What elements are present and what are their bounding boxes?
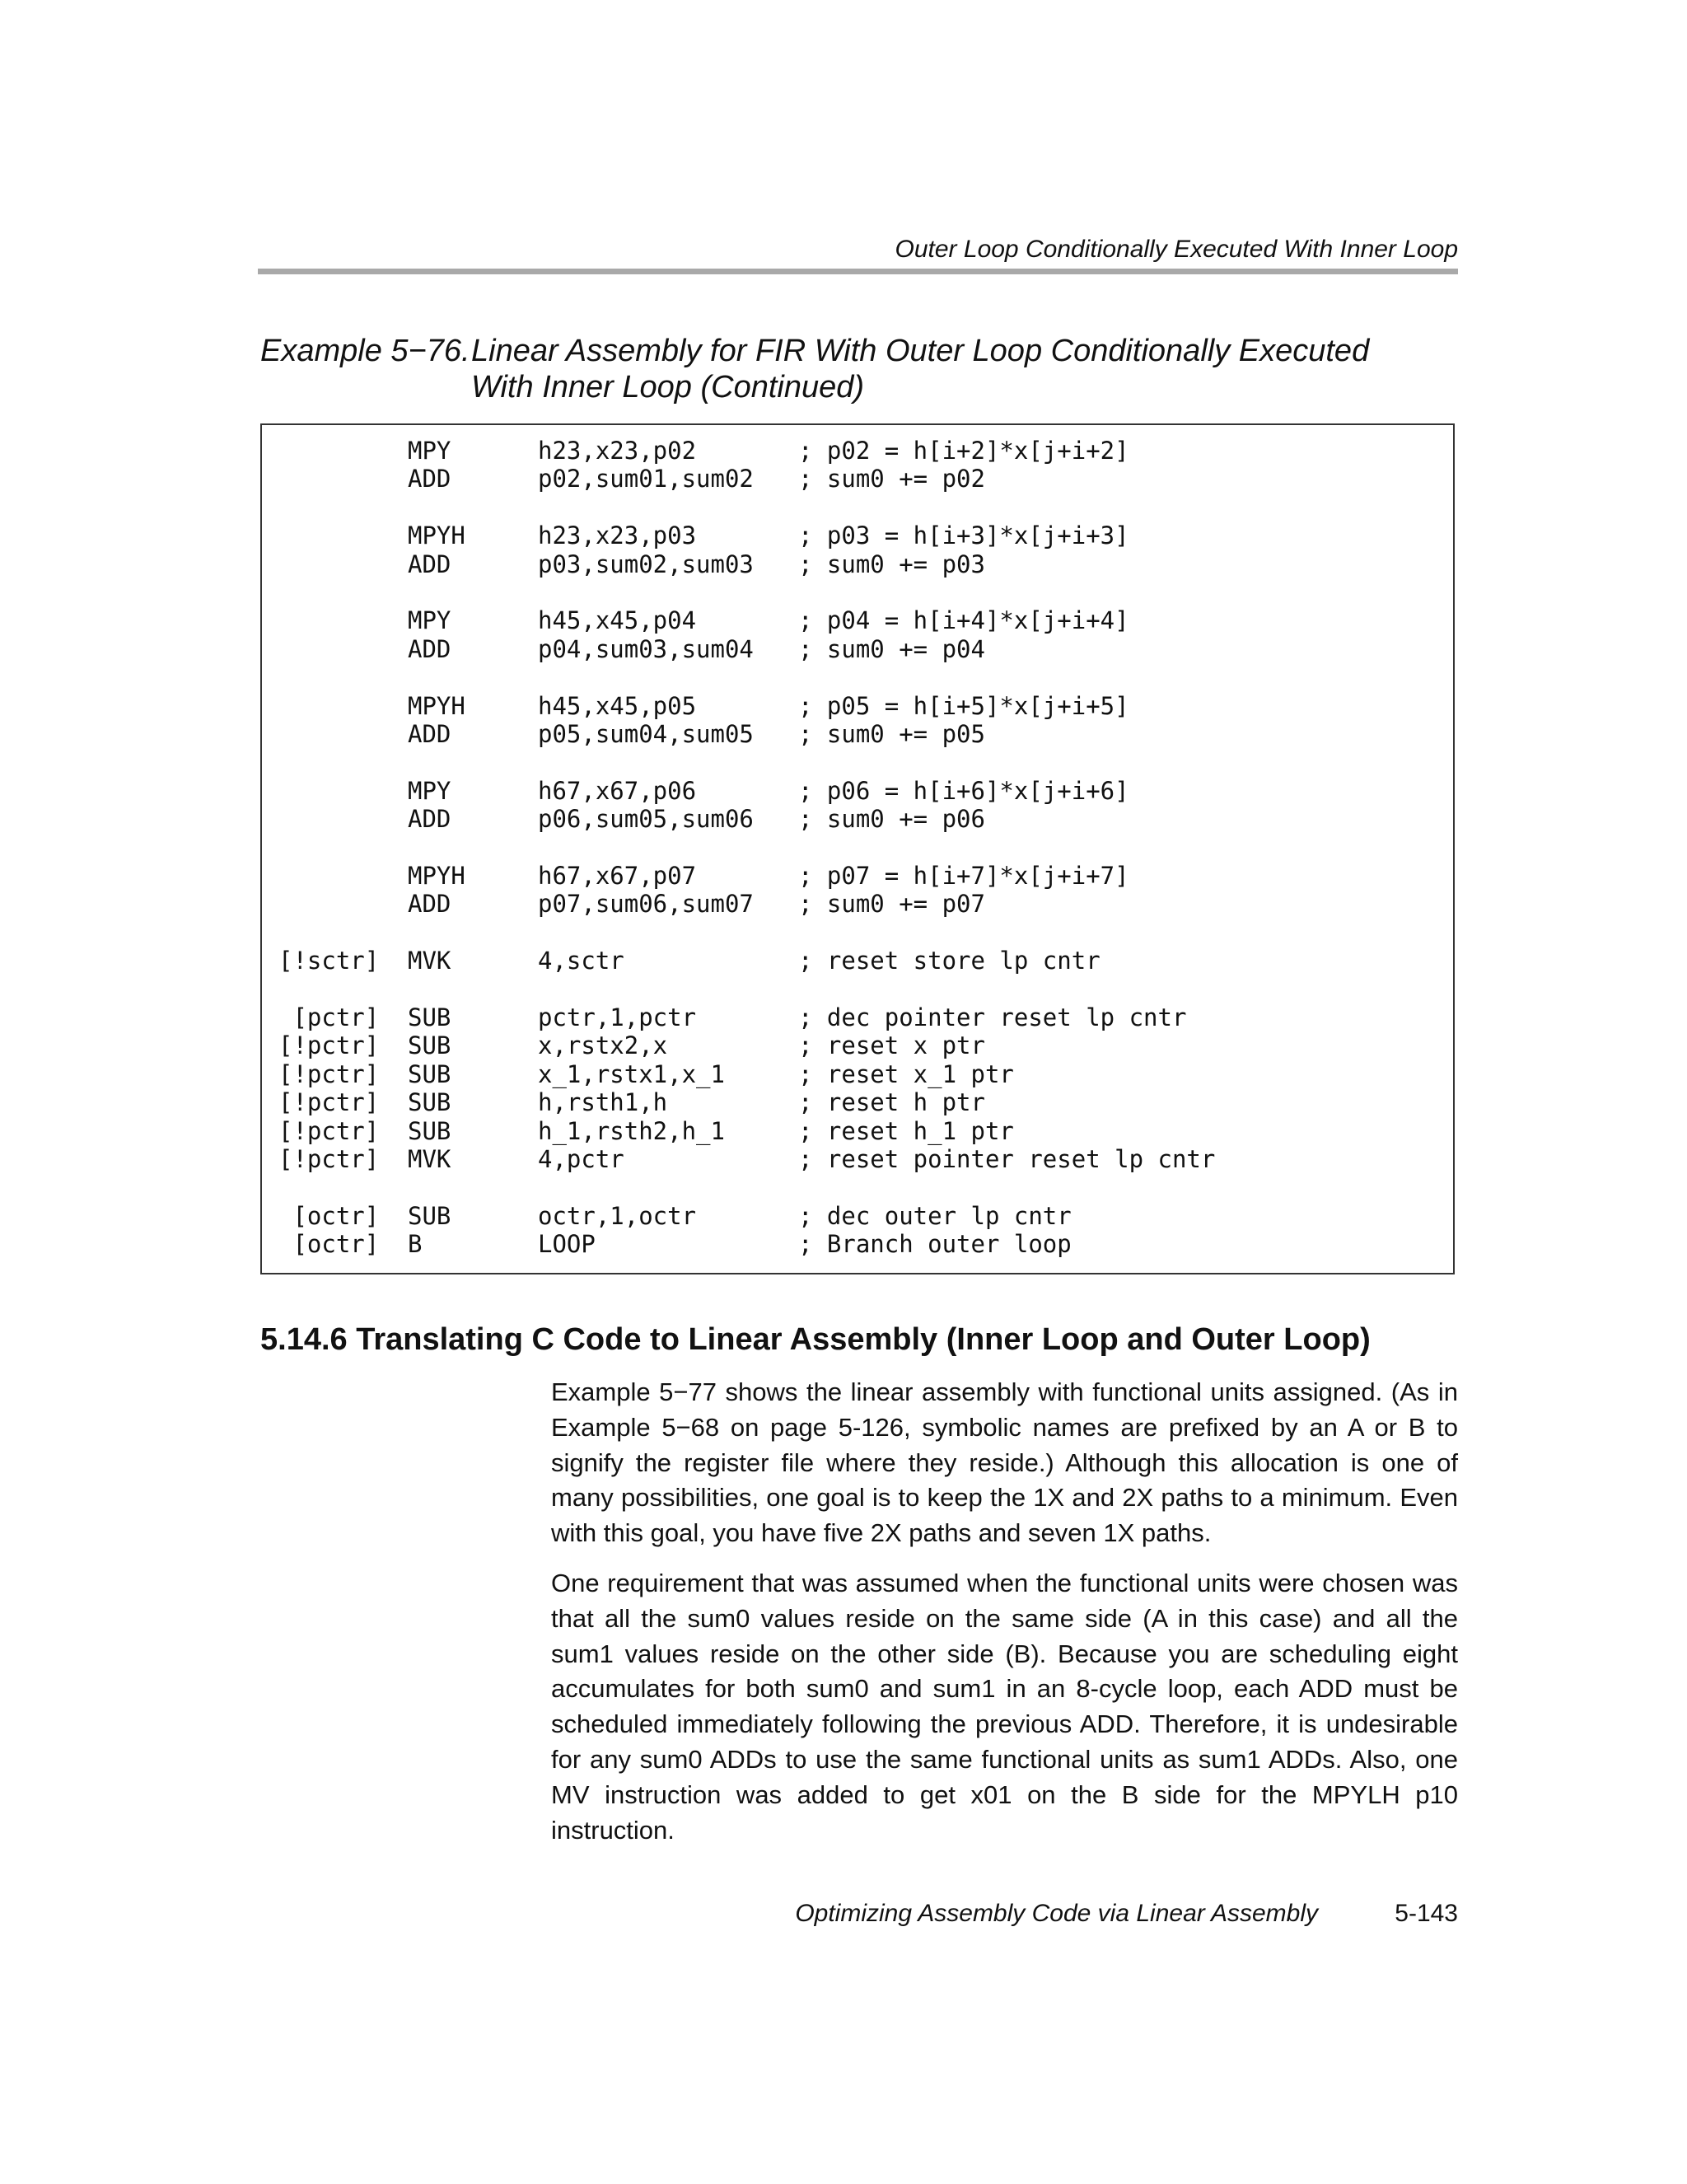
code-opcode: ADD — [408, 634, 451, 663]
code-operands: LOOP — [538, 1230, 596, 1259]
code-comment: ; reset x_1 ptr — [798, 1059, 1014, 1088]
code-condition: [!pctr] — [278, 1116, 380, 1145]
body-paragraph-2: One requirement that was assumed when the functional units were chosen was that all the sum0 values reside on the same side (A in this case) and all the sum1 values reside on the other side (B). Because you are scheduling eight accumulates for both sum0 and sum1 in an 8-cycle loop, each ADD must be scheduled immediately following the previous ADD. Therefore, it is undesirable for any sum0 ADDs to use the same functional units as sum1 ADDs. Also, one MV instruction was added to get x01 on the B side for the MPYLH p10 instruction. — [551, 1569, 1458, 1845]
code-comment: ; p03 = h[i+3]*x[j+i+3] — [798, 521, 1129, 550]
code-comment: ; dec outer lp cntr — [798, 1201, 1072, 1230]
code-comment: ; p02 = h[i+2]*x[j+i+2] — [798, 437, 1129, 465]
code-comment: ; p06 = h[i+6]*x[j+i+6] — [798, 776, 1129, 805]
code-condition: [!pctr] — [278, 1031, 380, 1060]
code-opcode: MPYH — [408, 521, 465, 550]
code-opcode: MPYH — [408, 862, 465, 890]
code-operands: h,rsth1,h — [538, 1088, 668, 1117]
code-listing — [260, 423, 1455, 1274]
code-comment: ; p04 = h[i+4]*x[j+i+4] — [798, 606, 1129, 635]
page-number: 5-143 — [1395, 1900, 1458, 1927]
code-operands: p05,sum04,sum05 — [538, 720, 754, 748]
body-paragraph-1: Example 5−77 shows the linear assembly with functional units assigned. (As in Example 5−68 on page 5-126, symbolic names are prefixed by an A or B to signify the register file where they reside.) Although this allocation is one of many possibilities, one goal is to keep the 1X and 2X paths to a minimum. Even with this goal, you have five 2X paths and seven 1X paths. — [551, 1377, 1458, 1548]
code-condition: [!pctr] — [278, 1059, 380, 1088]
code-operands: x_1,rstx1,x_1 — [538, 1059, 725, 1088]
code-opcode: MPY — [408, 437, 451, 465]
header-rule — [258, 269, 1458, 274]
code-opcode: MVK — [408, 1145, 451, 1173]
code-opcode: ADD — [408, 720, 451, 748]
code-comment: ; reset h ptr — [798, 1088, 985, 1117]
example-title-line-2: With Inner Loop (Continued) — [471, 370, 865, 405]
code-comment: ; reset h_1 ptr — [798, 1116, 1014, 1145]
code-operands: h67,x67,p07 — [538, 862, 697, 890]
code-opcode: SUB — [408, 1003, 451, 1031]
code-condition: [!pctr] — [278, 1088, 380, 1117]
code-operands: h23,x23,p02 — [538, 437, 697, 465]
code-opcode: SUB — [408, 1201, 451, 1230]
code-operands: pctr,1,pctr — [538, 1003, 697, 1031]
example-label: Example 5−76. — [260, 334, 470, 368]
running-head: Outer Loop Conditionally Executed With Inner Loop — [895, 236, 1458, 263]
code-operands: p04,sum03,sum04 — [538, 634, 754, 663]
code-operands: h45,x45,p04 — [538, 606, 697, 635]
code-operands: h67,x67,p06 — [538, 776, 697, 805]
code-operands: h23,x23,p03 — [538, 521, 697, 550]
code-comment: ; sum0 += p04 — [798, 634, 985, 663]
code-comment: ; sum0 += p06 — [798, 805, 985, 834]
code-operands: h_1,rsth2,h_1 — [538, 1116, 725, 1145]
section-heading: 5.14.6 Translating C Code to Linear Assembly (Inner Loop and Outer Loop) — [260, 1322, 1371, 1357]
code-opcode: SUB — [408, 1116, 451, 1145]
code-comment: ; sum0 += p02 — [798, 465, 985, 493]
code-operands: 4,sctr — [538, 947, 624, 975]
code-comment: ; reset store lp cntr — [798, 947, 1101, 975]
code-operands: octr,1,octr — [538, 1201, 697, 1230]
code-opcode: SUB — [408, 1059, 451, 1088]
code-opcode: SUB — [408, 1031, 451, 1060]
code-comment: ; dec pointer reset lp cntr — [798, 1003, 1187, 1031]
code-operands: p02,sum01,sum02 — [538, 465, 754, 493]
code-operands: 4,pctr — [538, 1145, 624, 1173]
code-operands: p07,sum06,sum07 — [538, 890, 754, 919]
code-opcode: B — [408, 1230, 423, 1259]
code-operands: p06,sum05,sum06 — [538, 805, 754, 834]
example-title-line-1: Linear Assembly for FIR With Outer Loop Conditionally Executed — [471, 334, 1370, 368]
code-opcode: MPYH — [408, 691, 465, 720]
code-operands: h45,x45,p05 — [538, 691, 697, 720]
code-opcode: ADD — [408, 550, 451, 578]
code-comment: ; reset x ptr — [798, 1031, 985, 1060]
code-comment: ; reset pointer reset lp cntr — [798, 1145, 1216, 1173]
code-opcode: ADD — [408, 890, 451, 919]
code-comment: ; sum0 += p05 — [798, 720, 985, 748]
code-opcode: MPY — [408, 776, 451, 805]
code-condition: [!sctr] — [278, 947, 380, 975]
example-title — [471, 333, 1369, 405]
footer-title: Optimizing Assembly Code via Linear Assembly — [795, 1900, 1318, 1927]
code-opcode: MVK — [408, 947, 451, 975]
code-opcode: ADD — [408, 465, 451, 493]
code-condition: [octr] — [278, 1230, 380, 1259]
code-operands: p03,sum02,sum03 — [538, 550, 754, 578]
code-operands: x,rstx2,x — [538, 1031, 668, 1060]
code-opcode: ADD — [408, 805, 451, 834]
code-comment: ; p05 = h[i+5]*x[j+i+5] — [798, 691, 1129, 720]
code-comment: ; sum0 += p07 — [798, 890, 985, 919]
code-opcode: SUB — [408, 1088, 451, 1117]
code-condition: [octr] — [278, 1201, 380, 1230]
code-comment: ; p07 = h[i+7]*x[j+i+7] — [798, 862, 1129, 890]
code-condition: [pctr] — [278, 1003, 380, 1031]
code-comment: ; sum0 += p03 — [798, 550, 985, 578]
code-condition: [!pctr] — [278, 1145, 380, 1173]
code-opcode: MPY — [408, 606, 451, 635]
code-comment: ; Branch outer loop — [798, 1230, 1072, 1259]
